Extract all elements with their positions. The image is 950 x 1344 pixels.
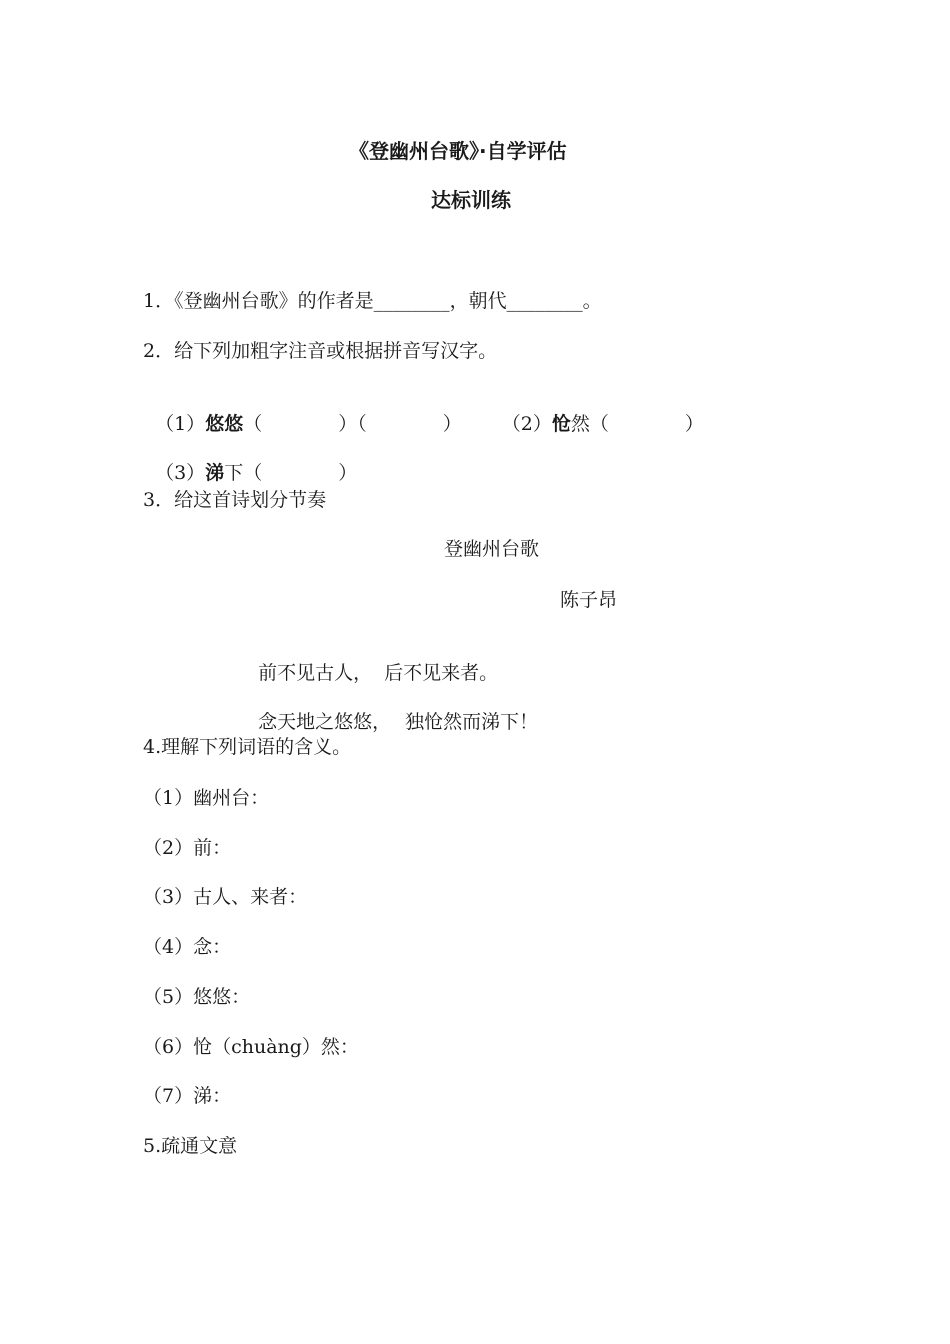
bold-char: 怆 [551,413,571,435]
term-item: （4）念： [143,936,232,958]
poem-author: 陈子昂 [560,589,618,611]
poem-line-1b: 后不见来者。 [384,662,499,684]
bold-char: 涕 [205,462,225,484]
answer-blank: （ ） [589,413,704,435]
poem-line-1 [246,637,498,685]
question-3-prompt: 3．给这首诗划分节奏 [143,489,327,511]
term-item: （7）涕： [143,1085,232,1107]
term-item: （3）古人、来者： [143,886,308,908]
poem-title: 登幽州台歌 [444,538,540,560]
term-item: （1）幽州台： [143,787,270,809]
answer-blank: （ ） [357,413,462,435]
item-number: （2） [501,413,552,435]
poem-line-2 [246,686,538,734]
answer-blank: （ ） [243,413,358,435]
poem-line-2b: 独怆然而涕下！ [405,711,539,733]
question-5-prompt: 5.疏通文意 [143,1135,238,1157]
plain-char: 然 [570,413,590,435]
poem-line-1a: 前不见古人， [258,662,373,684]
item-number: （1） [155,413,206,435]
plain-char: 下 [224,462,244,484]
answer-blank: （ ） [243,462,358,484]
page-subtitle: 达标训练 [431,188,511,212]
question-2-prompt: 2．给下列加粗字注音或根据拼音写汉字。 [143,340,498,362]
question-2-row-2 [143,437,357,485]
item-number: （3） [155,462,206,484]
poem-line-2a: 念天地之悠悠， [258,711,392,733]
bold-word: 悠悠 [205,413,244,435]
question-2-row-1 [143,388,704,436]
question-4-prompt: 4.理解下列词语的含义。 [143,736,352,758]
question-1: 1．《登幽州台歌》的作者是________，朝代________。 [143,290,602,312]
term-item: （6）怆（chuàng）然： [143,1036,359,1058]
page-title: 《登幽州台歌》·自学评估 [349,139,567,163]
term-item: （2）前： [143,837,232,859]
term-item: （5）悠悠： [143,986,251,1008]
